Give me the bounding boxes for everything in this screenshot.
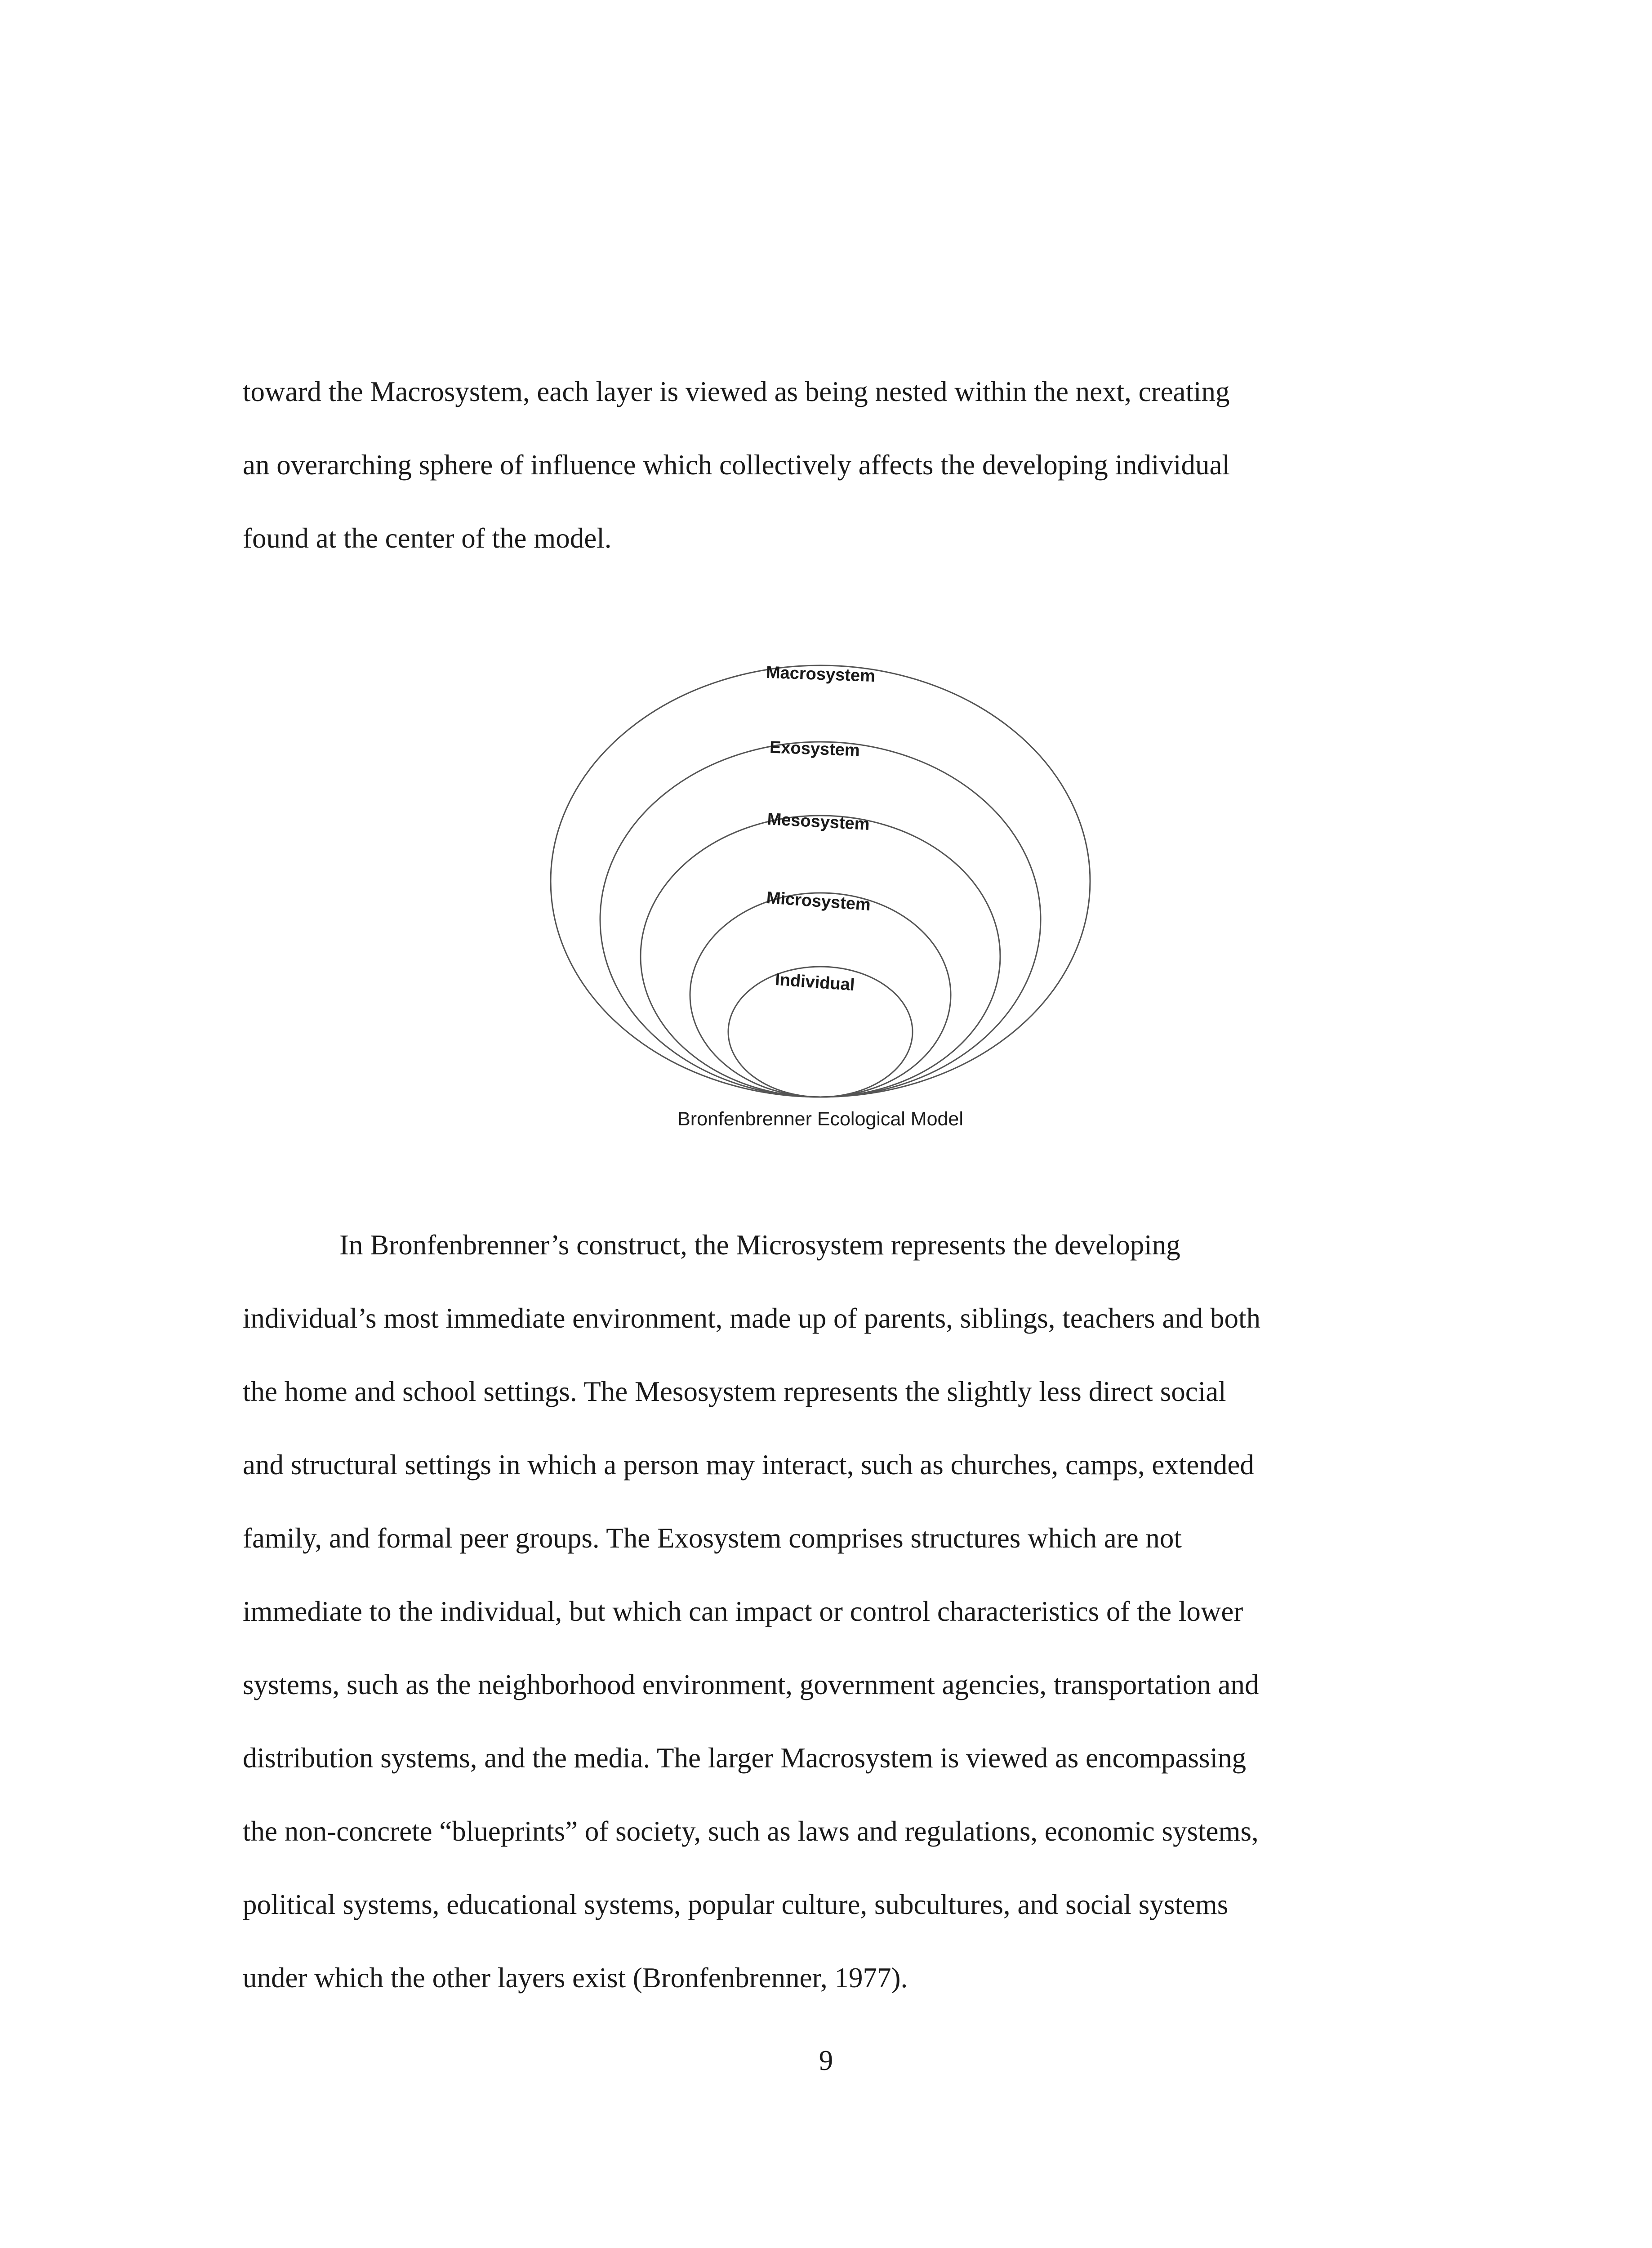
paragraph-line: and structural settings in which a person may interact, such as churches, camps, extended [243,1449,1254,1481]
microsystem-ring [690,893,951,1097]
paragraph-line: In Bronfenbrenner’s construct, the Microsystem represents the developing [339,1229,1180,1261]
macrosystem-ring [551,665,1090,1097]
figure-caption: Bronfenbrenner Ecological Model [677,1108,963,1130]
ecological-model-figure [539,629,1124,1133]
paragraph-line: an overarching sphere of influence which collectively affects the developing individual [243,449,1230,481]
mesosystem-ring [641,816,1000,1097]
paragraph-line: immediate to the individual, but which can impact or control characteristics of the lower [243,1596,1243,1627]
macrosystem-label: Macrosystem [766,663,876,686]
exosystem-ring [600,742,1041,1097]
page-number: 9 [819,2045,833,2076]
paragraph-line: the non-concrete “blueprints” of society, such as laws and regulations, economic systems, [243,1815,1259,1847]
individual-label: Individual [774,970,855,995]
exosystem-label: Exosystem [769,738,860,760]
paragraph-line: distribution systems, and the media. The larger Macrosystem is viewed as encompassing [243,1742,1246,1774]
body-paragraph [243,1209,1412,2015]
intro-paragraph [243,355,1412,575]
paragraph-line: individual’s most immediate environment, made up of parents, siblings, teachers and both [243,1302,1261,1334]
microsystem-label: Microsystem [766,888,872,915]
paragraph-line: toward the Macrosystem, each layer is viewed as being nested within the next, creating [243,376,1230,407]
nested-circles-diagram [539,629,1124,1133]
paragraph-line: family, and formal peer groups. The Exosystem comprises structures which are not [243,1522,1182,1554]
paragraph-line: systems, such as the neighborhood environment, government agencies, transportation and [243,1669,1259,1700]
paragraph-line: political systems, educational systems, popular culture, subcultures, and social systems [243,1889,1229,1920]
paragraph-line: found at the center of the model. [243,522,612,554]
mesosystem-label: Mesosystem [766,810,870,834]
paragraph-line: under which the other layers exist (Bronfenbrenner, 1977). [243,1962,908,1994]
paragraph-line: the home and school settings. The Mesosystem represents the slightly less direct social [243,1376,1226,1407]
